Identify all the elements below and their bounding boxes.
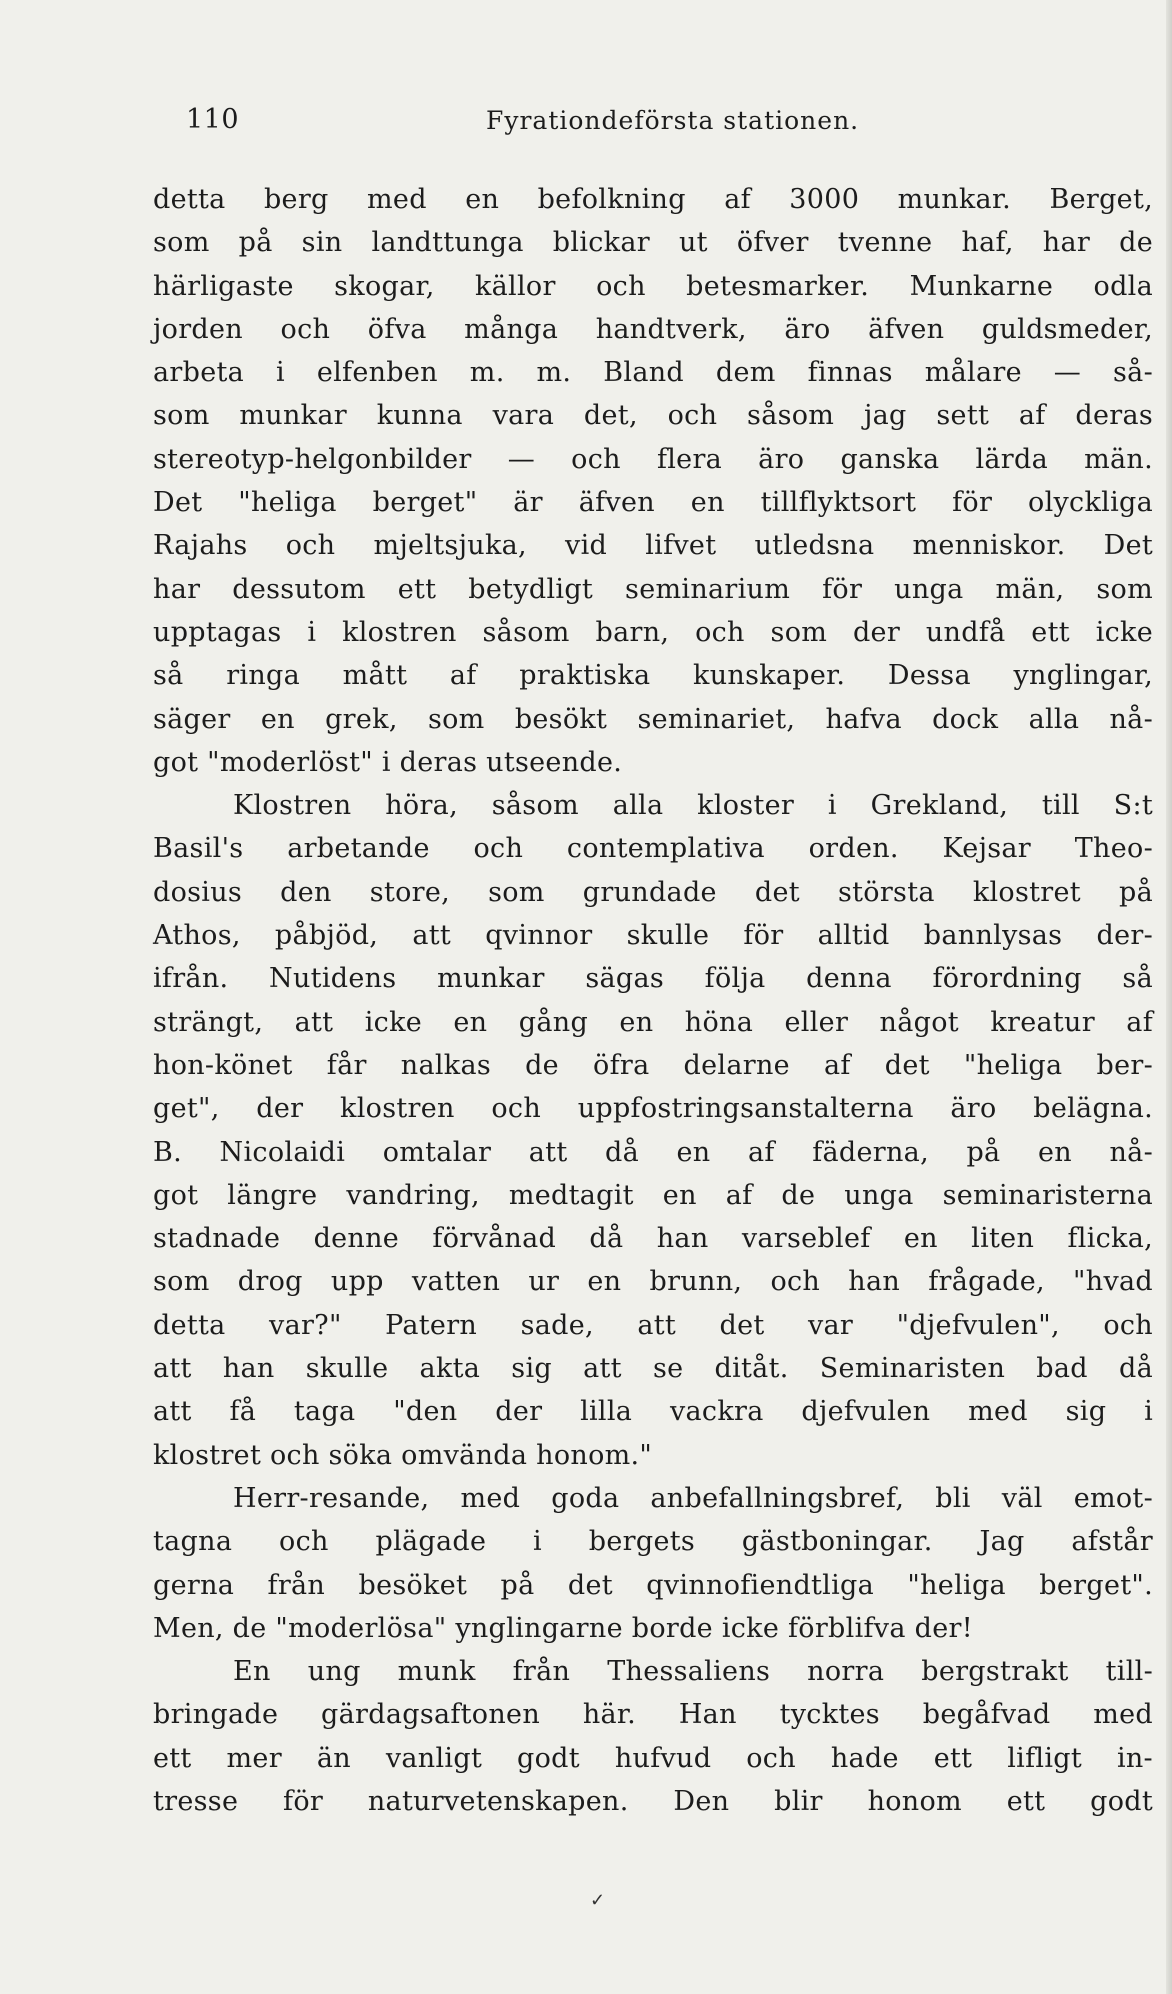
text-line: gerna från besöket på det qvinnofiendtliga "heliga berget". <box>153 1569 1153 1601</box>
text-line: klostret och söka omvända honom." <box>153 1439 653 1471</box>
page-header <box>186 104 886 144</box>
text-line: som munkar kunna vara det, och såsom jag sett af deras <box>153 400 1153 432</box>
text-line: got längre vandring, medtagit en af de unga seminaristerna <box>153 1179 1153 1211</box>
page-number: 110 <box>186 104 240 135</box>
text-line: stadnade denne förvånad då han varseblef en liten flicka, <box>153 1223 1153 1255</box>
text-line: jorden och öfva många handtverk, äro äfven guldsmeder, <box>153 313 1153 345</box>
text-line: strängt, att icke en gång en höna eller något kreatur af <box>153 1006 1153 1038</box>
text-line: säger en grek, som besökt seminariet, hafva dock alla nå- <box>153 703 1153 735</box>
text-line: Athos, påbjöd, att qvinnor skulle för alltid bannlysas der- <box>153 920 1153 952</box>
text-line: tresse för naturvetenskapen. Den blir honom ett godt <box>153 1785 1153 1817</box>
text-line: get", der klostren och uppfostringsanstalterna äro belägna. <box>153 1093 1153 1125</box>
text-line: arbeta i elfenben m. m. Bland dem finnas målare — så- <box>153 357 1153 389</box>
text-line: upptagas i klostren såsom barn, och som der undfå ett icke <box>153 616 1153 648</box>
text-line: tagna och plägade i bergets gästboningar. Jag afstår <box>153 1526 1153 1558</box>
text-line: härligaste skogar, källor och betesmarker. Munkarne odla <box>153 270 1153 302</box>
text-line: bringade gärdagsaftonen här. Han tycktes begåfvad med <box>153 1699 1153 1731</box>
text-line: Klostren höra, såsom alla kloster i Grekland, till S:t <box>233 790 1153 822</box>
text-line: att få taga "den der lilla vackra djefvulen med sig i <box>153 1396 1153 1428</box>
text-line: detta berg med en befolkning af 3000 munkar. Berget, <box>153 184 1153 215</box>
body-text <box>153 178 1153 1823</box>
text-line: ett mer än vanligt godt hufvud och hade ett lifligt in- <box>153 1742 1153 1774</box>
text-line: Basil's arbetande och contemplativa orden. Kejsar Theo- <box>153 833 1153 865</box>
page-edge <box>1166 0 1172 1994</box>
text-line: Rajahs och mjeltsjuka, vid lifvet utledsna menniskor. Det <box>153 530 1153 562</box>
text-line: som drog upp vatten ur en brunn, och han frågade, "hvad <box>153 1266 1153 1298</box>
text-line: En ung munk från Thessaliens norra bergstrakt till- <box>233 1656 1153 1688</box>
text-line: hon-könet får nalkas de öfra delarne af det "heliga ber- <box>153 1049 1153 1081</box>
text-line: Herr-resande, med goda anbefallningsbref, bli väl emot- <box>233 1482 1153 1514</box>
text-line: B. Nicolaidi omtalar att då en af fäderna, på en nå- <box>153 1136 1153 1168</box>
text-line: Men, de "moderlösa" ynglingarne borde icke förblifva der! <box>153 1612 973 1644</box>
text-line: så ringa mått af praktiska kunskaper. Dessa ynglingar, <box>153 660 1153 692</box>
text-line: att han skulle akta sig att se ditåt. Seminaristen bad då <box>153 1353 1153 1385</box>
running-title: Fyrationdeförsta stationen. <box>486 106 860 135</box>
text-line: dosius den store, som grundade det största klostret på <box>153 876 1153 908</box>
printer-mark: ✓ <box>590 1890 606 1911</box>
text-line: har dessutom ett betydligt seminarium för unga män, som <box>153 573 1153 605</box>
text-line: Det "heliga berget" är äfven en tillflyktsort för olyckliga <box>153 487 1153 519</box>
text-line: ifrån. Nutidens munkar sägas följa denna förordning så <box>153 963 1153 995</box>
text-line: stereotyp-helgonbilder — och flera äro ganska lärda män. <box>153 443 1153 475</box>
text-line: som på sin landttunga blickar ut öfver tvenne haf, har de <box>153 227 1153 259</box>
text-line: detta var?" Patern sade, att det var "djefvulen", och <box>153 1309 1153 1341</box>
text-line: got "moderlöst" i deras utseende. <box>153 746 623 778</box>
